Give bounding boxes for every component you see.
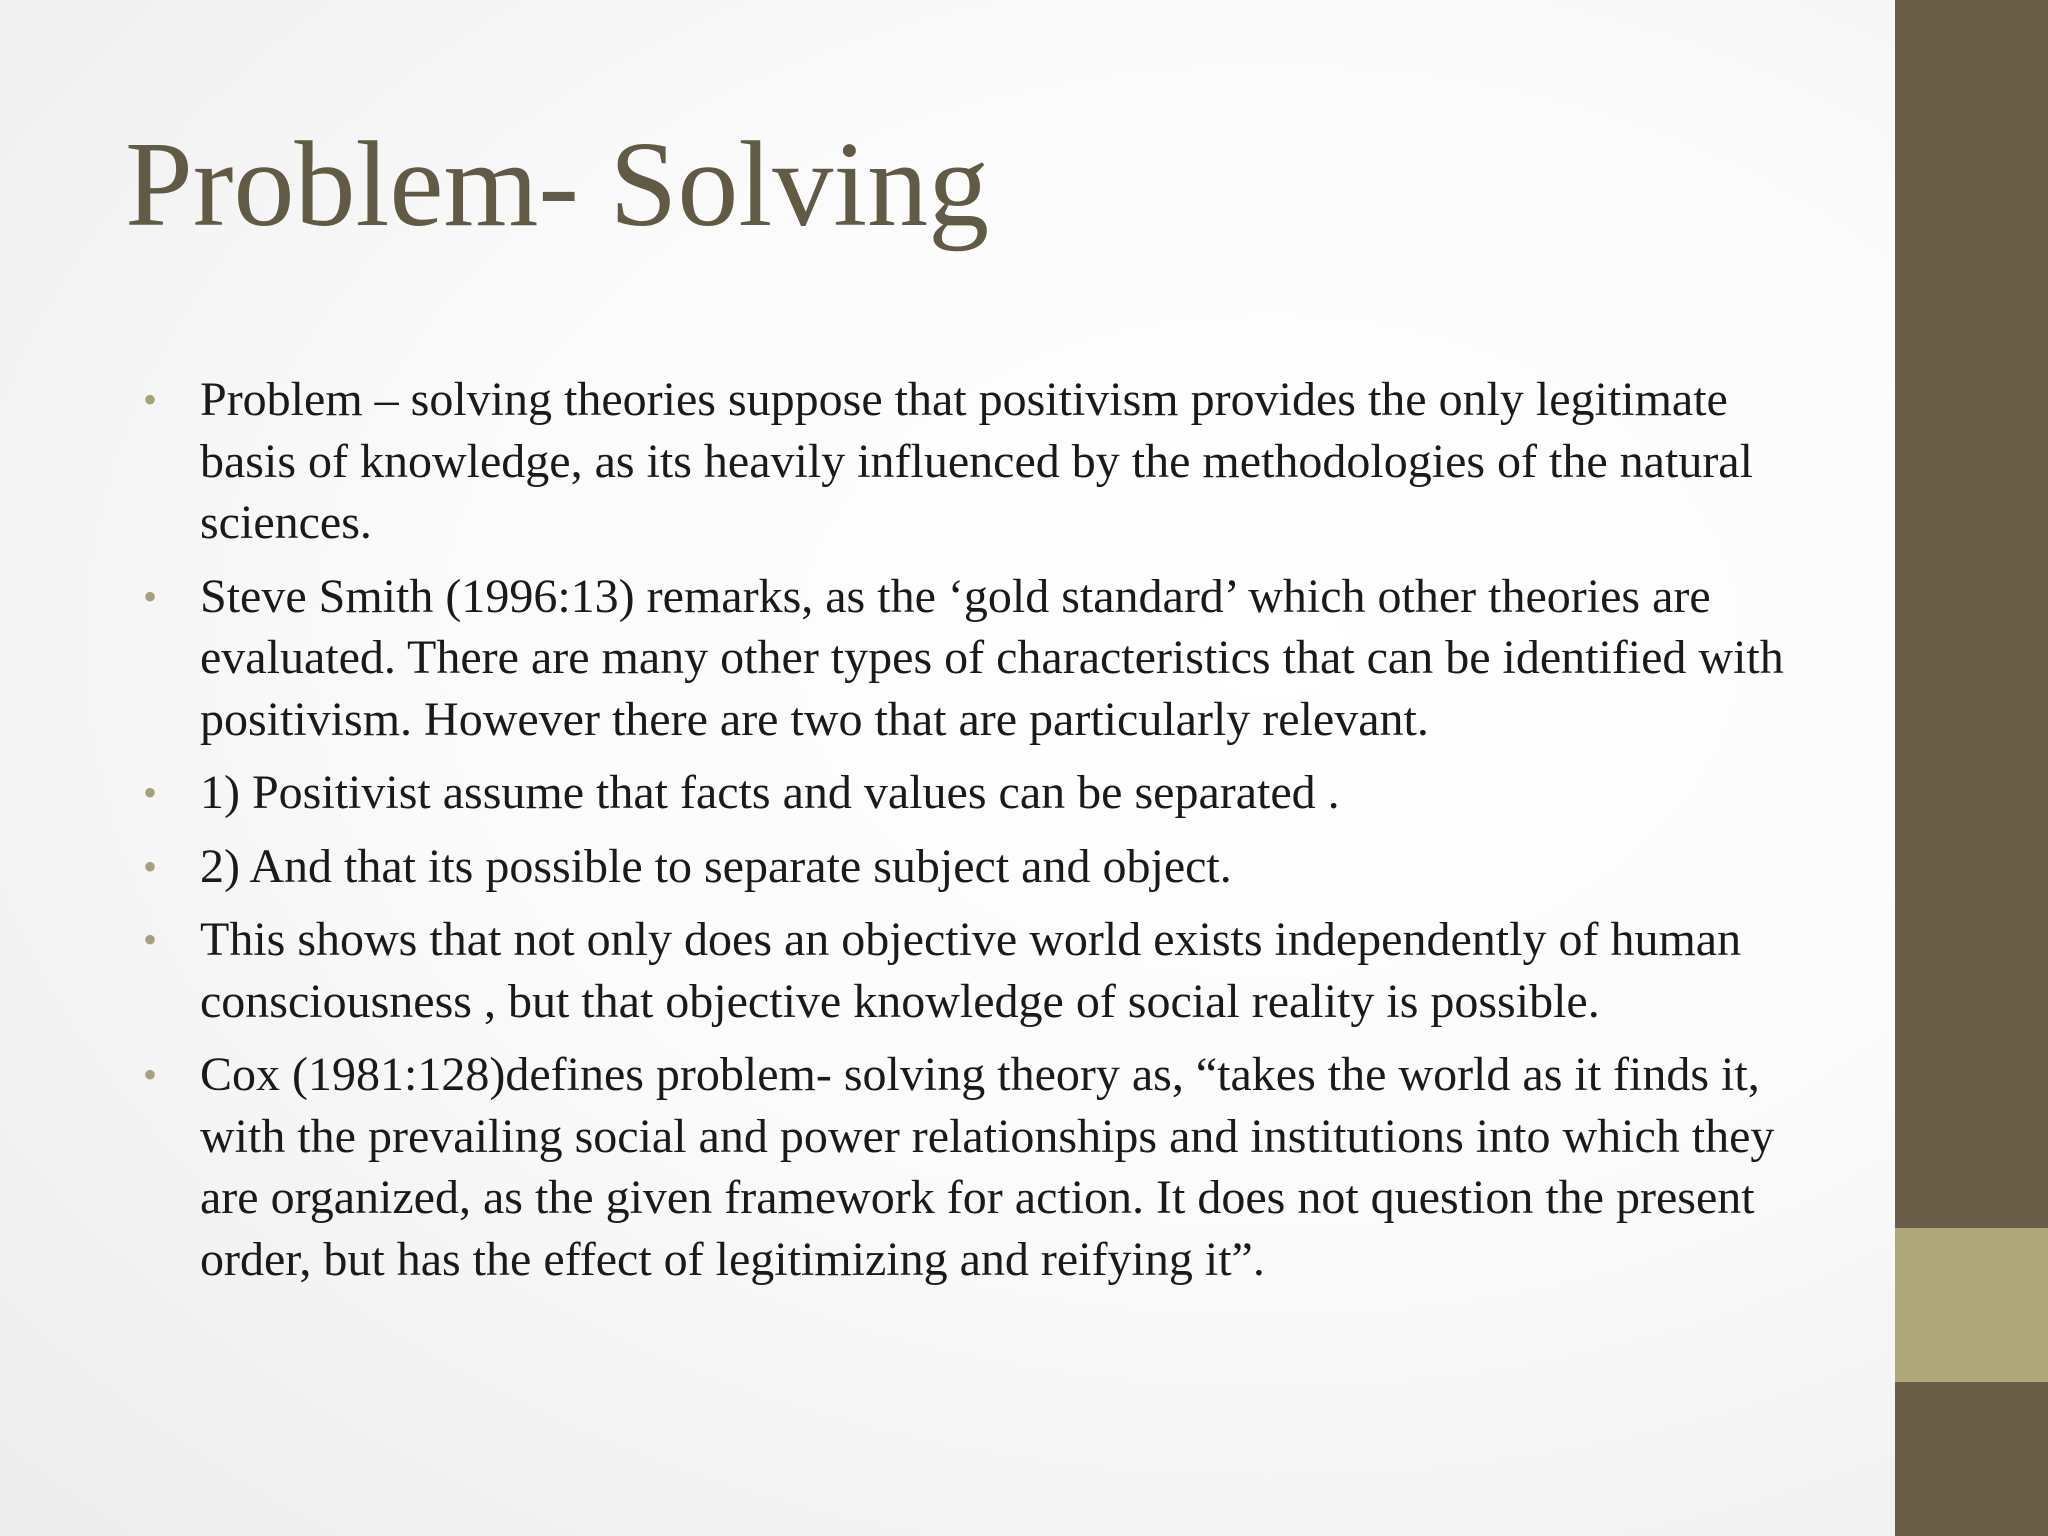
bullet-item-5	[140, 909, 1810, 1032]
bullet-text: Steve Smith (1996:13) remarks, as the ‘gold standard’ which other theories are evaluated. There are many other types of characteristics that can be identified with positivism. However there are two that are particularly relevant.	[200, 569, 1784, 746]
bullet-text: Problem – solving theories suppose that positivism provides the only legitimate basis of knowledge, as its heavily influenced by the methodologies of the natural sciences.	[200, 373, 1753, 549]
bullet-dot-icon: •	[143, 770, 158, 815]
bullet-item-2	[140, 566, 1810, 751]
bullet-text: 2) And that its possible to separate subject and object.	[200, 839, 1232, 893]
bullet-text: This shows that not only does an objective world exists independently of human consciousness , but that objective knowledge of social reality is possible.	[200, 913, 1742, 1028]
bullet-item-6	[140, 1044, 1810, 1290]
bullet-dot-icon: •	[143, 843, 158, 889]
bullet-list	[140, 369, 1810, 1302]
bullet-item-4	[140, 836, 1810, 898]
bullet-dot-icon: •	[143, 573, 158, 619]
bullet-item-3	[140, 762, 1810, 824]
bullet-dot-icon: •	[143, 1052, 158, 1097]
bullet-dot-icon: •	[143, 917, 158, 962]
sidebar-accent-decoration	[1895, 1228, 2048, 1382]
bullet-dot-icon: •	[143, 377, 158, 422]
bullet-item-1	[140, 369, 1810, 554]
slide-title: Problem- Solving	[125, 117, 990, 252]
bullet-text: Cox (1981:128)defines problem- solving theory as, “takes the world as it finds it, with the prevailing social and power relationships and institutions into which they are organized, as the given framework for action. It does not question the present order, but has the effect of legitimizing and reifying it”.	[200, 1048, 1775, 1286]
bullet-text: 1) Positivist assume that facts and values can be separated .	[200, 766, 1340, 819]
